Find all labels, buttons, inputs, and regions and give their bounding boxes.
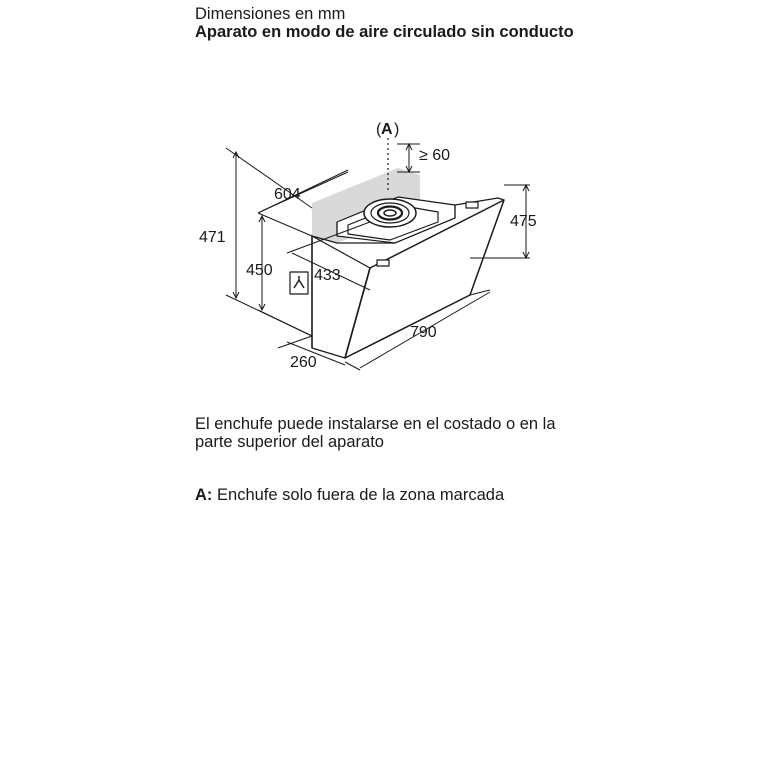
- dim-total-height: 471: [199, 229, 226, 246]
- bracket-left: [377, 260, 389, 266]
- dim-depth-base: 260: [290, 354, 317, 371]
- zone-key-text: Enchufe solo fuera de la zona marcada: [217, 486, 505, 504]
- bracket-right: [466, 202, 478, 208]
- dim-gap-min: ≥ 60: [419, 147, 451, 164]
- zone-label-open: (: [376, 121, 382, 138]
- zone-label-close: ): [394, 121, 400, 138]
- socket-symbol: [290, 272, 308, 294]
- dim-length: 790: [410, 324, 437, 341]
- plug-position-note: El enchufe puede instalarse en el costado o en la parte superior del aparato: [195, 415, 556, 451]
- zone-key-note: [195, 486, 504, 504]
- dim-width: 604: [274, 186, 301, 203]
- zone-key-label: A:: [195, 486, 213, 504]
- zone-label-letter: A: [381, 121, 393, 138]
- dim-depth-top: 433: [314, 267, 341, 284]
- diagram-title: Aparato en modo de aire circulado sin conducto: [195, 23, 574, 41]
- dim-height-front: 475: [510, 213, 537, 230]
- dim-body-height: 450: [246, 262, 273, 279]
- units-caption: Dimensiones en mm: [195, 5, 346, 23]
